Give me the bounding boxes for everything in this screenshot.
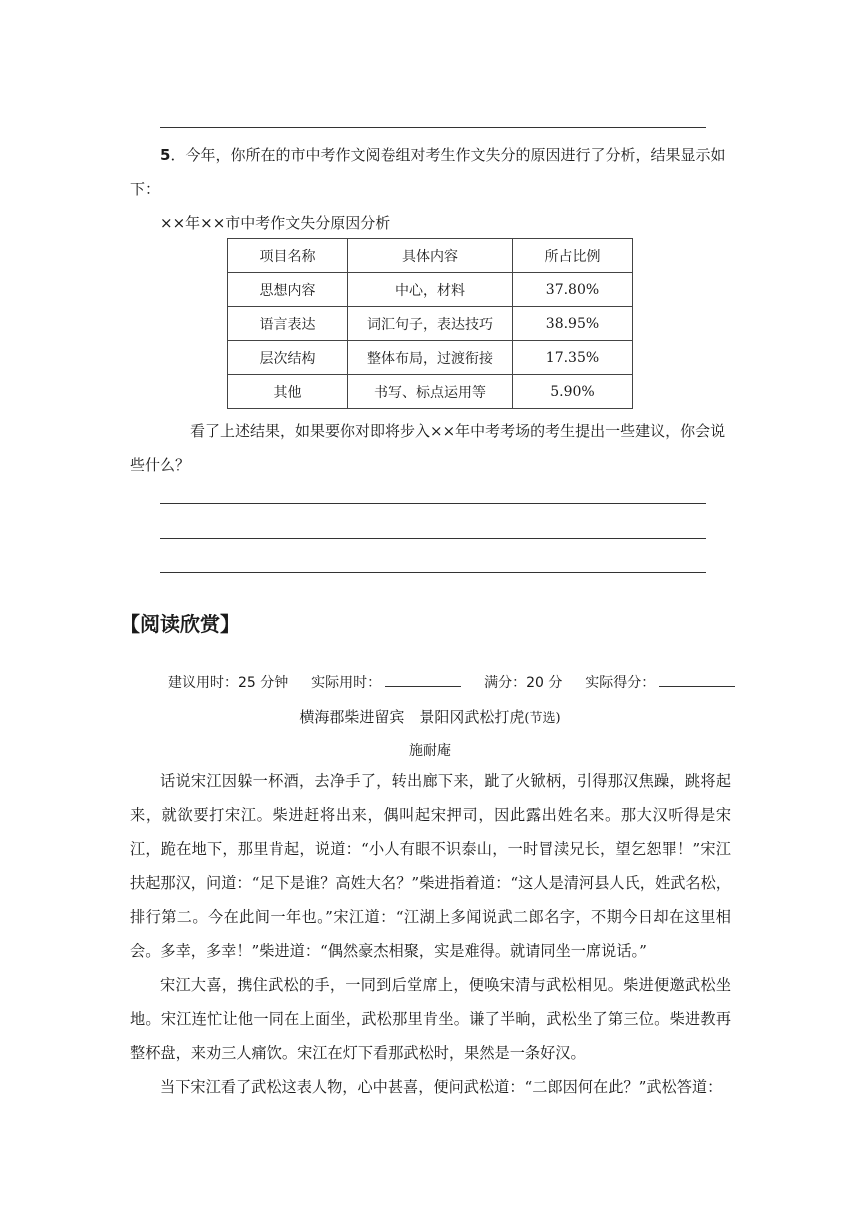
question-prompt-line2: 下： <box>130 180 161 198</box>
article-paragraph: 话说宋江因躲一杯酒，去净手了，转出廊下来，跐了火锨柄，引得那汉焦躁，跳将起来，就欲要打宋江。柴进赶将出来，偶叫起宋押司，因此露出姓名来。那大汉听得是宋江，跪在地下，那里肯起，说道：“小人有眼不识泰山，一时冒渎兄长，望乞恕罪！”宋江扶起那汉，问道：“足下是谁？高姓大名？”柴进指着道：“这人是清河县人氏，姓武名松，排行第二。今在此间一年也。”宋江道：“江湖上多闻说武二郎名字，不期今日却在这里相会。多幸，多幸！”柴进道：“偶然豪杰相聚，实是难得。就请同坐一席说话。” <box>130 772 731 960</box>
actual-time-blank[interactable] <box>385 672 461 687</box>
table-cell: 5.90% <box>513 375 633 409</box>
table-header-row <box>228 239 633 273</box>
table-row <box>228 375 633 409</box>
table-row <box>228 273 633 307</box>
table-header-cell: 项目名称 <box>228 239 348 273</box>
actual-score-blank[interactable] <box>659 672 735 687</box>
article-paragraph: 当下宋江看了武松这表人物，心中甚喜，便问武松道：“二郎因何在此？”武松答道： <box>160 1078 723 1096</box>
analysis-table <box>227 238 633 409</box>
article-body <box>130 764 731 1104</box>
article-title <box>0 706 860 727</box>
table-cell: 中心，材料 <box>348 273 513 307</box>
author: 施耐庵 <box>409 743 451 759</box>
suggested-time: 建议用时：25 分钟 <box>168 675 289 691</box>
table-cell: 书写、标点运用等 <box>348 375 513 409</box>
table-cell: 语言表达 <box>228 307 348 341</box>
table-row <box>228 341 633 375</box>
question-5 <box>130 138 730 206</box>
table-title: ××年××市中考作文失分原因分析 <box>160 214 391 232</box>
task-line1: 看了上述结果，如果要你对即将步入××年中考考场的考生提出一些建议，你会说 <box>190 422 726 440</box>
time-score-line <box>168 672 739 692</box>
answer-line <box>160 572 706 573</box>
article-title-text: 横海郡柴进留宾 景阳冈武松打虎 <box>299 708 525 726</box>
table-cell: 词汇句子，表达技巧 <box>348 307 513 341</box>
article-paragraph: 宋江大喜，携住武松的手，一同到后堂席上，便唤宋清与武松相见。柴进便邀武松坐地。宋江连忙让他一同在上面坐，武松那里肯坐。谦了半晌，武松坐了第三位。柴进教再整杯盘，来劝三人痛饮。宋江在灯下看那武松时，果然是一条好汉。 <box>130 976 731 1062</box>
answer-line <box>160 127 706 128</box>
answer-line <box>160 503 706 504</box>
answer-line <box>160 538 706 539</box>
actual-score-label: 实际得分： <box>585 675 656 691</box>
section-title: 【阅读欣赏】 <box>120 612 240 636</box>
table-cell: 17.35% <box>513 341 633 375</box>
question-prompt-line1: ．今年，你所在的市中考作文阅卷组对考生作文失分的原因进行了分析，结果显示如 <box>170 146 726 164</box>
table-cell: 其他 <box>228 375 348 409</box>
table-cell: 层次结构 <box>228 341 348 375</box>
table-cell: 38.95% <box>513 307 633 341</box>
question-number: 5 <box>160 146 171 164</box>
actual-time-label: 实际用时： <box>311 675 382 691</box>
article-title-note: (节选) <box>524 711 561 726</box>
table-cell: 37.80% <box>513 273 633 307</box>
table-cell: 整体布局，过渡衔接 <box>348 341 513 375</box>
question-5-task <box>130 414 730 482</box>
table-header-cell: 具体内容 <box>348 239 513 273</box>
task-line2: 些什么？ <box>130 456 191 474</box>
table-cell: 思想内容 <box>228 273 348 307</box>
table-header-cell: 所占比例 <box>513 239 633 273</box>
table-row <box>228 307 633 341</box>
full-score: 满分：20 分 <box>484 675 563 691</box>
